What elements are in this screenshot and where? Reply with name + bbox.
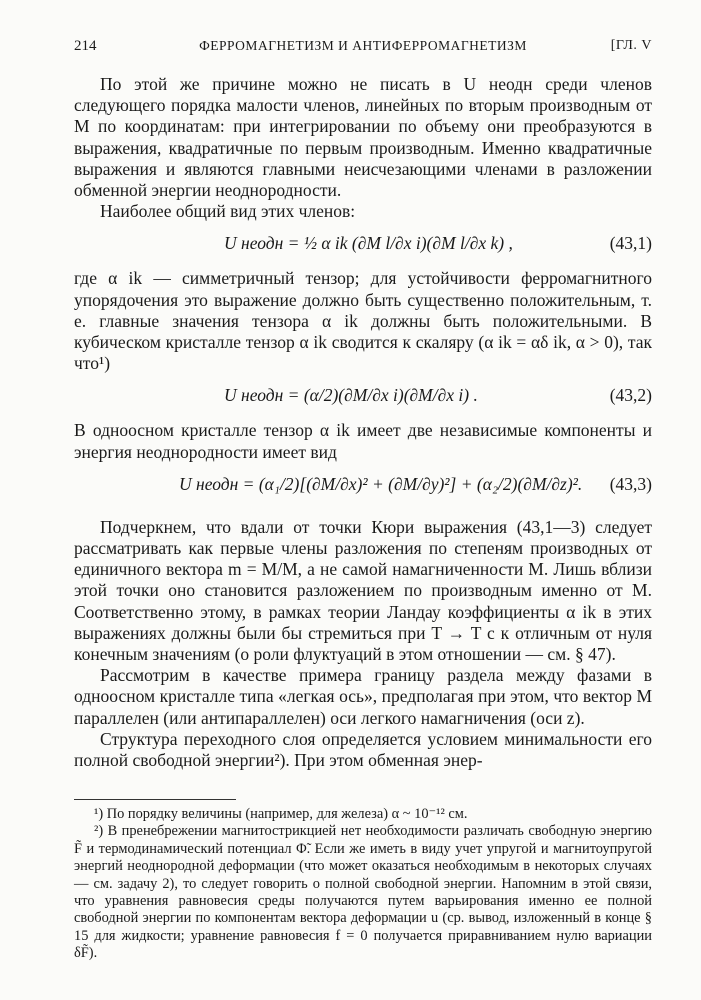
chapter-label: [ГЛ. V — [610, 38, 652, 53]
paragraph-4: В одноосном кристалле тензор α ik имеет две независимые компоненты и энергия неоднородности имеет вид — [74, 420, 652, 462]
equation-number: (43,3) — [609, 473, 652, 494]
equation-formula: U неодн = (α/2)(∂M/∂x i)(∂M/∂x i) . — [224, 385, 478, 406]
equation-formula: U неодн = ½ α ik (∂M l/∂x i)(∂M l/∂x k) , — [224, 233, 513, 254]
page-number: 214 — [74, 38, 97, 54]
equation-number: (43,2) — [609, 385, 652, 406]
footnotes — [74, 806, 652, 963]
paragraph-7: Структура переходного слоя определяется условием минимальности его полной свободной энергии²). При этом обменная энер- — [74, 728, 652, 771]
equation-43-2 — [74, 377, 652, 417]
paragraph-5: Подчеркнем, что вдали от точки Кюри выражения (43,1—3) следует рассматривать как первые члены разложения по степеням производных от единичного вектора m = M/M, а не самой намагниченности M. Лишь вблизи этой точки оно становится разложением по производным именно от M. Соответственно этому, в рамках теории Ландау коэффициенты α ik в этих выражениях должны были бы стремиться при T → T c к отличным от нуля конечным значениям (о роли флуктуаций в этом отношении — см. § 47). — [74, 516, 652, 665]
footnote-2: ²) В пренебрежении магнитострикцией нет необходимости различать свободную энергию F̃ и термодинамический потенциал Φ̃. Если же иметь в виду учет упругой и магнитоупругой энергий неоднородной деформации (что может оказаться необходимым в некоторых случаях — см. задачу 2), то следует говорить о полной свободной энергии. Напомним в этой связи, что уравнения равновесия среды получаются путем варьирования именно ее полной свободной энергии по компонентам вектора деформации u (ср. вывод, изложенный в конце § 15 для жидкости; уравнение равновесия f = 0 получается приравниванием нулю вариации δF̃). — [74, 823, 652, 962]
paragraph-3: где α ik — симметричный тензор; для устойчивости ферромагнитного упорядочения это выражение должно быть существенно положительным, т. е. главные значения тензора α ik должны быть положительными. В кубическом кристалле тензор α ik сводится к скаляру (α ik = αδ ik, α > 0), так что¹) — [74, 268, 652, 374]
paragraph-1: По этой же причине можно не писать в U неодн среди членов следующего порядка малости членов, линейных по вторым производным от M по координатам: при интегрировании по объему они преобразуются в выражения, квадратичные по первым производным. Именно квадратичные выражения и являются главными неисчезающими членами в разложении обменной энергии неоднородности. — [74, 74, 652, 201]
equation-formula: U неодн = (α₁/2)[(∂M/∂x)² + (∂M/∂y)²] + (α₂/2)(∂M/∂z)². — [179, 473, 583, 494]
page-header — [74, 38, 652, 60]
equation-43-3 — [74, 466, 652, 514]
equation-43-1 — [74, 225, 652, 265]
equation-number: (43,1) — [609, 233, 652, 254]
paragraph-6: Рассмотрим в качестве примера границу раздела между фазами в одноосном кристалле типа «легкая ось», предполагая при этом, что вектор M параллелен (или антипараллелен) оси легкого намагничения (оси z). — [74, 665, 652, 728]
main-text — [74, 74, 652, 771]
paragraph-2: Наиболее общий вид этих членов: — [100, 201, 356, 222]
footnote-divider — [74, 799, 236, 800]
footnote-1: ¹) По порядку величины (например, для железа) α ~ 10⁻¹² см. — [94, 806, 468, 822]
running-title: ФЕРРОМАГНЕТИЗМ И АНТИФЕРРОМАГНЕТИЗМ — [199, 38, 527, 53]
